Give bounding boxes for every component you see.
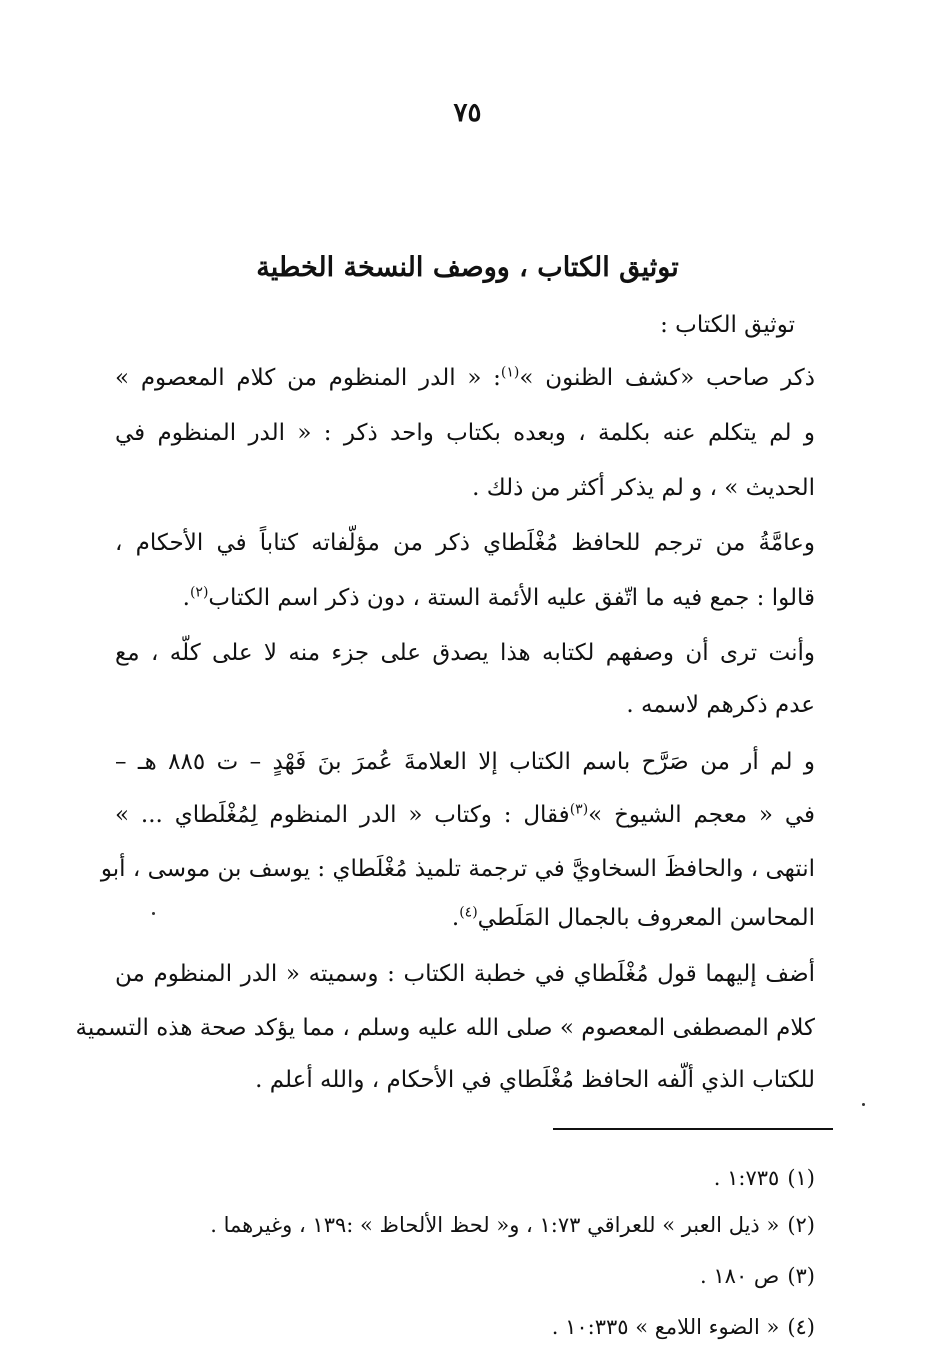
footnote-number: (٣) xyxy=(787,1264,815,1288)
subheading: توثيق الكتاب : xyxy=(660,312,795,338)
page-number: ٧٥ xyxy=(453,98,482,128)
line-text: المحاسن المعروف بالجمال المَلَطي xyxy=(477,905,815,931)
footnote-ref: (٢) xyxy=(189,584,209,601)
paragraph-line: للكتاب الذي ألّفه الحافظ مُغْلَطاي في الأحكام ، والله أعلم . xyxy=(255,1067,815,1093)
line-text: فقال : وكتاب « الدر المنظوم لِمُغْلَطاي ... » xyxy=(115,802,570,828)
line-text: في « معجم الشيوخ » xyxy=(588,802,815,828)
footnote xyxy=(115,1160,815,1196)
line-text: . xyxy=(182,585,190,611)
footnote xyxy=(115,1258,815,1294)
footnote-text: ١:٧٣٥ . xyxy=(713,1166,780,1190)
paragraph-line xyxy=(115,795,815,835)
footnote-ref: (٤) xyxy=(459,904,478,921)
paragraph-line xyxy=(115,578,815,618)
paragraph-line: كلام المصطفى المعصوم » صلى الله عليه وسلم ، مما يؤكد صحة هذه التسمية xyxy=(75,1015,815,1041)
footnote-number: (٤) xyxy=(787,1315,815,1339)
footnote-text: « الضوء اللامع » ١٠:٣٣٥ . xyxy=(551,1315,780,1339)
footnote xyxy=(115,1207,815,1243)
footnote-ref: (٣) xyxy=(569,801,589,818)
paragraph-line: الحديث » ، و لم يذكر أكثر من ذلك . xyxy=(472,475,815,501)
paragraph-line: أضف إليهما قول مُغْلَطاي في خطبة الكتاب : وسميته « الدر المنظوم من xyxy=(115,961,815,987)
scan-speck xyxy=(862,1103,865,1106)
footnote-number: (١) xyxy=(787,1166,815,1190)
paragraph-line: و لم يتكلم عنه بكلمة ، وبعده بكتاب واحد ذكر : « الدر المنظوم في xyxy=(115,420,815,446)
paragraph-line: وأنت ترى أن وصفهم لكتابه هذا يصدق على جزء منه لا على كلّه ، مع xyxy=(115,640,815,666)
footnote-number: (٢) xyxy=(787,1213,815,1237)
line-text: : « الدر المنظوم من كلام المعصوم » xyxy=(115,365,501,391)
scan-speck xyxy=(152,912,155,915)
section-title: توثيق الكتاب ، ووصف النسخة الخطية xyxy=(256,252,679,283)
footnote-text: ص ١٨٠ . xyxy=(700,1264,780,1288)
paragraph-line: وعامَّةُ من ترجم للحافظ مُغْلَطاي ذكر من مؤلّفاته كتاباً في الأحكام ، xyxy=(115,530,815,556)
line-text: قالوا : جمع فيه ما اتّفق عليه الأئمة الستة ، دون ذكر اسم الكتاب xyxy=(208,585,815,611)
line-text: ذكر صاحب «كشف الظنون » xyxy=(519,365,815,391)
paragraph-line: انتهى ، والحافظَ السخاويَّ في ترجمة تلميذ مُغْلَطاي : يوسف بن موسى ، أبو xyxy=(100,856,815,882)
line-text: . xyxy=(451,905,460,931)
paragraph-line xyxy=(115,898,815,938)
footnote-separator xyxy=(553,1128,833,1130)
paragraph-line: و لم أر من صَرَّح باسم الكتاب إلا العلامةَ عُمرَ بنَ فَهْدٍ – ت ٨٨٥ هـ – xyxy=(115,749,815,775)
paragraph-line xyxy=(115,358,815,398)
paragraph-line: عدم ذكرهم لاسمه . xyxy=(626,692,815,718)
footnote xyxy=(115,1309,815,1345)
footnote-text: « ذيل العبر » للعراقي ١:٧٣ ، و« لحظ الألحاظ » :١٣٩ ، وغيرهما . xyxy=(210,1213,780,1237)
footnote-ref: (١) xyxy=(500,364,520,381)
